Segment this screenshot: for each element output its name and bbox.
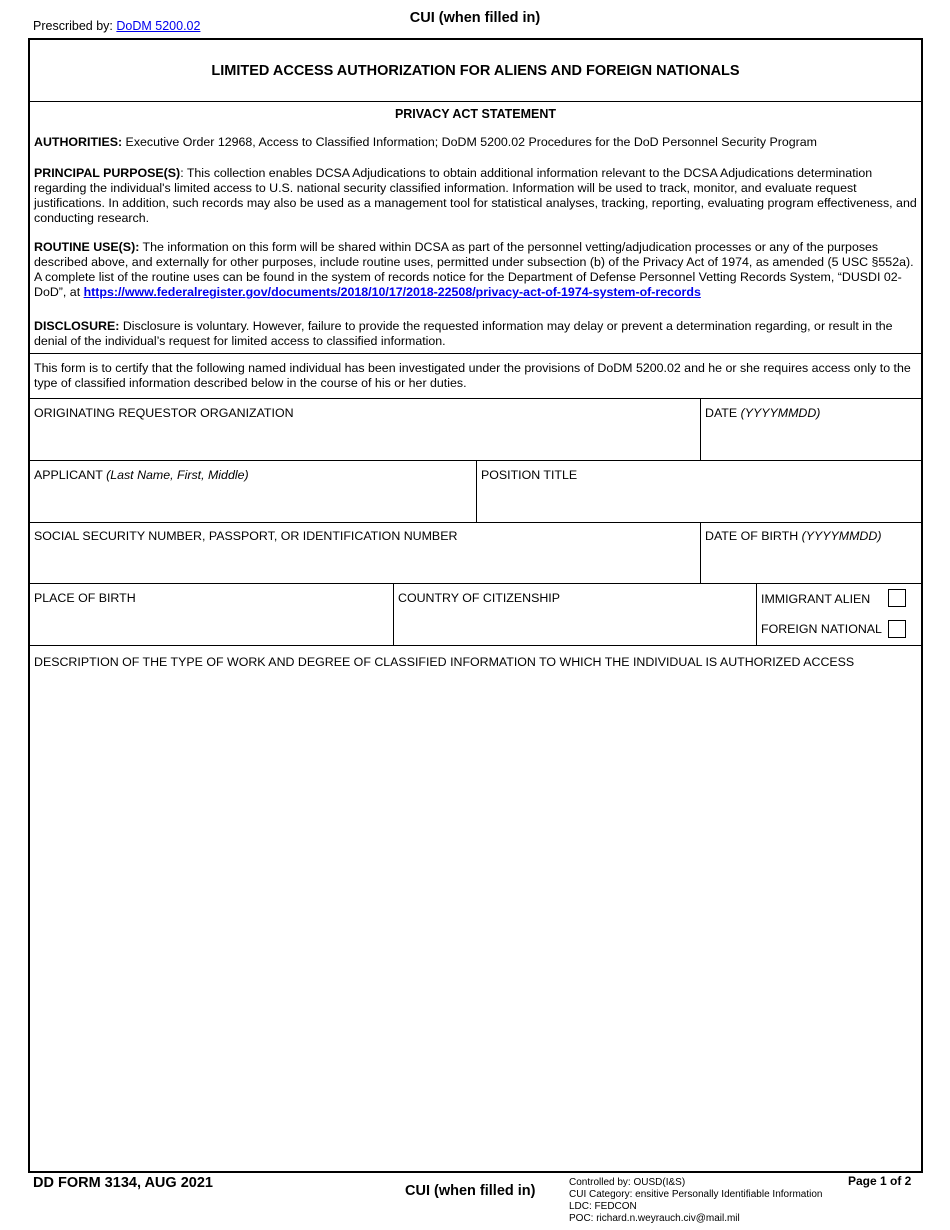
authorities-text: Executive Order 12968, Access to Classified Information; DoDM 5200.02 Procedures for the DoD Personnel Security Program — [122, 135, 818, 149]
row-birthplace-citizenship — [30, 584, 921, 646]
org-label: ORIGINATING REQUESTOR ORGANIZATION — [34, 406, 294, 420]
foreign-national-checkbox[interactable] — [888, 620, 906, 638]
pob-field[interactable] — [30, 584, 393, 645]
citizenship-field[interactable] — [393, 584, 757, 645]
privacy-act-statement — [30, 102, 921, 354]
routine-label: ROUTINE USE(S): — [34, 240, 140, 254]
row-applicant-position — [30, 461, 921, 523]
ssn-label: SOCIAL SECURITY NUMBER, PASSPORT, OR IDENTIFICATION NUMBER — [34, 529, 458, 543]
form-container — [28, 38, 923, 1173]
purpose-paragraph — [34, 166, 918, 226]
page-number: Page 1 of 2 — [848, 1174, 912, 1188]
federal-register-link[interactable]: https://www.federalregister.gov/documents/2018/10/17/2018-22508/privacy-act-of-1974-system-of-records — [83, 285, 701, 299]
position-label: POSITION TITLE — [481, 468, 578, 482]
certification-statement — [30, 354, 921, 399]
position-field[interactable] — [476, 461, 922, 522]
immigrant-label: IMMIGRANT ALIEN — [761, 592, 871, 606]
immigrant-alien-checkbox[interactable] — [888, 589, 906, 607]
purpose-text: : This collection enables DCSA Adjudications to obtain additional information relevant to the DCSA Adjudications determination regarding the individual's limited access to U.S. national security classified information. Information will be used to track, monitor, and evaluate request justifications. In addition, such records may also be used as a management tool for statistical analyses, tracking, reporting, evaluating program effectiveness, and conducting research. — [34, 166, 917, 225]
row-organization-date — [30, 399, 921, 461]
cui-marking-top: CUI (when filled in) — [409, 10, 541, 26]
poc: POC: richard.n.weyrauch.civ@mail.mil — [569, 1213, 740, 1224]
ldc: LDC: FEDCON — [569, 1201, 637, 1212]
privacy-heading: PRIVACY ACT STATEMENT — [394, 107, 557, 121]
row-ssn-dob — [30, 522, 921, 584]
date-label: DATE (YYYYMMDD) — [705, 406, 821, 420]
disclosure-label: DISCLOSURE: — [34, 319, 120, 333]
dob-label: DATE OF BIRTH (YYYYMMDD) — [705, 529, 882, 543]
date-hint: (YYYYMMDD) — [740, 406, 821, 420]
date-field[interactable] — [700, 399, 922, 460]
prescribed-by-label: Prescribed by: — [33, 19, 117, 33]
applicant-hint: (Last Name, First, Middle) — [106, 468, 249, 482]
prescribed-by-link[interactable]: DoDM 5200.02 — [116, 19, 201, 33]
disclosure-text: Disclosure is voluntary. However, failure to provide the requested information may delay or prevent a determination regarding, or result in the denial of the individual’s request for limited access to classified information. — [34, 319, 893, 348]
authorities-paragraph — [34, 135, 918, 150]
routine-use-paragraph — [34, 240, 918, 300]
disclosure-paragraph — [34, 319, 918, 349]
dob-field[interactable] — [700, 522, 922, 583]
pob-label: PLACE OF BIRTH — [34, 591, 136, 605]
org-field[interactable] — [30, 399, 700, 460]
cui-category: CUI Category: ensitive Personally Identifiable Information — [569, 1189, 823, 1200]
form-title: LIMITED ACCESS AUTHORIZATION FOR ALIENS AND FOREIGN NATIONALS — [30, 40, 921, 102]
foreign-label: FOREIGN NATIONAL — [761, 622, 882, 636]
description-field[interactable] — [30, 646, 921, 1171]
control-block — [569, 1177, 822, 1225]
applicant-label: APPLICANT (Last Name, First, Middle) — [34, 468, 249, 482]
form-number: DD FORM 3134, AUG 2021 — [33, 1175, 213, 1191]
status-options — [756, 584, 922, 645]
authorities-label: AUTHORITIES: — [34, 135, 123, 149]
ssn-field[interactable] — [30, 522, 700, 583]
dob-hint: (YYYYMMDD) — [801, 529, 882, 543]
description-label: DESCRIPTION OF THE TYPE OF WORK AND DEGREE OF CLASSIFIED INFORMATION TO WHICH THE INDIVIDUAL IS AUTHORIZED ACCESS — [34, 655, 855, 669]
certify-text: This form is to certify that the following named individual has been investigated under the provisions of DoDM 5200.02 and he or she requires access only to the type of classified information described below in the course of his or her duties. — [34, 361, 911, 390]
cui-marking-bottom: CUI (when filled in) — [405, 1183, 536, 1199]
purpose-label: PRINCIPAL PURPOSE(S) — [34, 166, 181, 180]
routine-text: The information on this form will be shared within DCSA as part of the personnel vetting/adjudication processes or any of the purposes described above, and externally for other purposes, include routine uses, permitted under subsection (b) of the Privacy Act of 1974, as amended (5 USC §552a). A complete list of the routine uses can be found in the system of records notice for the Department of Defense Personnel Vetting Records System, “DUSDI 02-DoD”, at — [34, 240, 914, 299]
controlled-by: Controlled by: OUSD(I&S) — [569, 1177, 686, 1188]
applicant-field[interactable] — [30, 461, 476, 522]
citizenship-label: COUNTRY OF CITIZENSHIP — [398, 591, 561, 605]
